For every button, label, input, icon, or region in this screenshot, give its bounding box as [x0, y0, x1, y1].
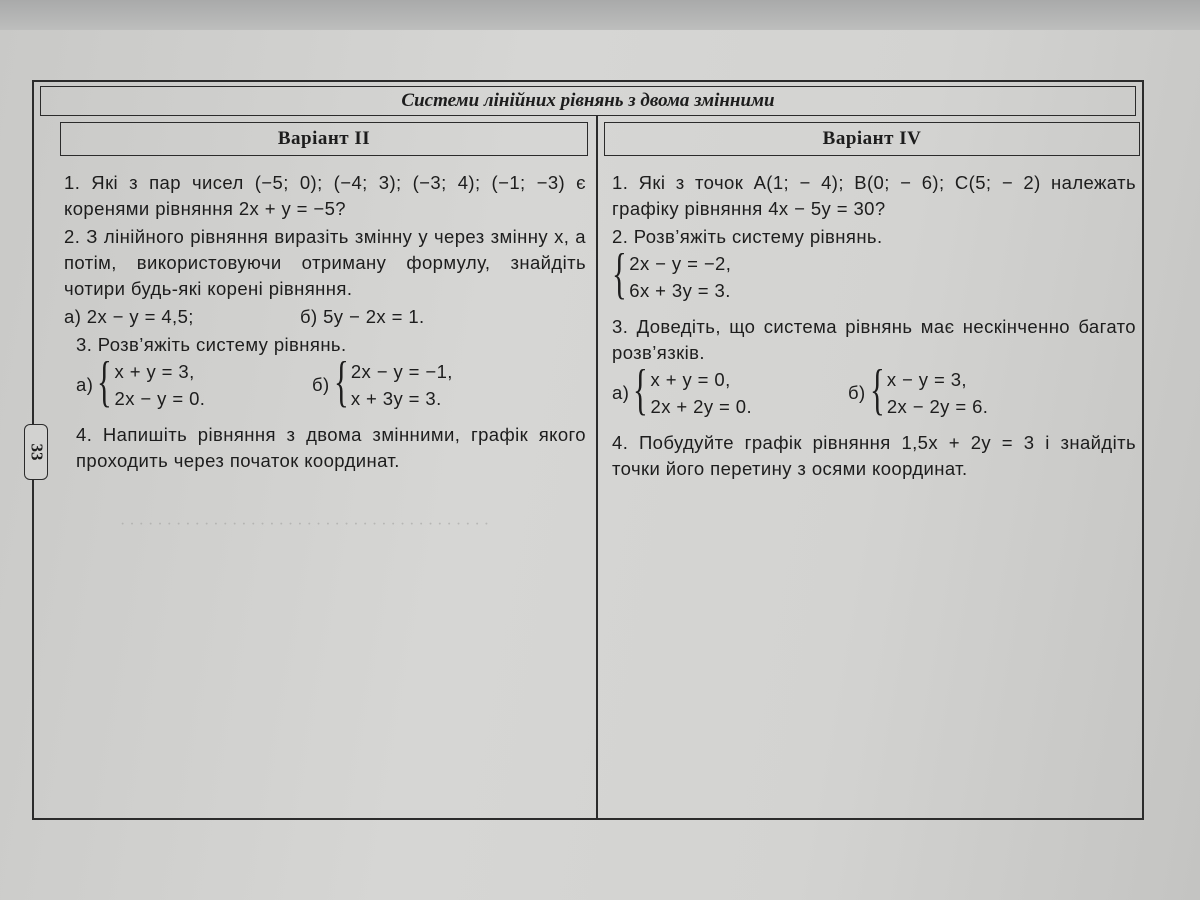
system-3b-eq1: 2x − y = −1,	[350, 361, 453, 382]
system-3a	[612, 359, 848, 421]
system-2	[612, 243, 1136, 305]
system-3a-eq2: 2x + 2y = 0.	[650, 396, 753, 417]
system-3b-label: б)	[312, 374, 330, 395]
question-2-a: а) 2x − y = 4,5;	[64, 306, 194, 327]
variant-4-column	[604, 122, 1136, 818]
variant-2-column	[56, 122, 586, 818]
system-3a-label: а)	[76, 374, 94, 395]
question-4: 4. Побудуйте графік рівняння 1,5x + 2y = 3 і знайдіть точки його перетину з осями координат.	[612, 432, 1136, 479]
system-3a-label: а)	[612, 382, 630, 403]
system-3a-eq2: 2x − y = 0.	[114, 388, 206, 409]
question-2-b: б) 5y − 2x = 1.	[300, 306, 425, 327]
variant-2-title: Варіант II	[60, 122, 588, 156]
system-3a-eq1: x + y = 3,	[114, 361, 195, 382]
system-2-eq1: 2x − y = −2,	[629, 253, 732, 274]
question-1: 1. Які з точок A(1; − 4); B(0; − 6); C(5; − 2) належать графіку рівняння 4x − 5y = 30?	[612, 172, 1136, 219]
system-3b-eq1: x − y = 3,	[886, 369, 967, 390]
system-3b	[848, 359, 989, 421]
system-3b-eq2: 2x − 2y = 6.	[886, 396, 989, 417]
brace-icon: {	[333, 351, 349, 413]
brace-icon: {	[612, 243, 628, 305]
show-through-text: · · · · · · · · · · · · · · · · · · · · · · · · · · · · · · · · · · · · · · · ·	[120, 516, 490, 533]
page-number-tab	[24, 424, 48, 480]
brace-icon: {	[97, 351, 113, 413]
brace-icon: {	[869, 359, 885, 421]
question-4: 4. Напишіть рівняння з двома змінними, графік якого проходить через початок координат.	[76, 424, 586, 471]
worksheet-frame	[32, 80, 1144, 820]
variant-4-title: Варіант IV	[604, 122, 1140, 156]
system-3a-eq1: x + y = 0,	[650, 369, 731, 390]
question-1: 1. Які з пар чисел (−5; 0); (−4; 3); (−3; 4); (−1; −3) є коренями рівняння 2x + y = −5?	[64, 172, 586, 219]
system-3b-label: б)	[848, 382, 866, 403]
brace-icon: {	[633, 359, 649, 421]
system-2-eq2: 6x + 3y = 3.	[629, 280, 731, 301]
question-3: 3. Доведіть, що система рівнянь має нескінченно багато розв’язків.	[612, 316, 1136, 363]
page-number: 33	[27, 443, 46, 461]
system-3b	[312, 351, 453, 413]
question-3: 3. Розв’яжіть систему рівнянь.	[76, 334, 347, 355]
column-divider	[596, 116, 598, 818]
system-3a	[76, 351, 312, 413]
question-2: 2. Розв’яжіть систему рівнянь.	[612, 226, 883, 247]
page-title: Системи лінійних рівнянь з двома змінними	[40, 86, 1136, 116]
page-top-edge	[0, 0, 1200, 30]
question-2: 2. З лінійного рівняння виразіть змінну y через змінну x, а потім, використовуючи отриману формулу, знайдіть чотири будь-які корені рівняння.	[64, 226, 586, 299]
system-3b-eq2: x + 3y = 3.	[350, 388, 442, 409]
